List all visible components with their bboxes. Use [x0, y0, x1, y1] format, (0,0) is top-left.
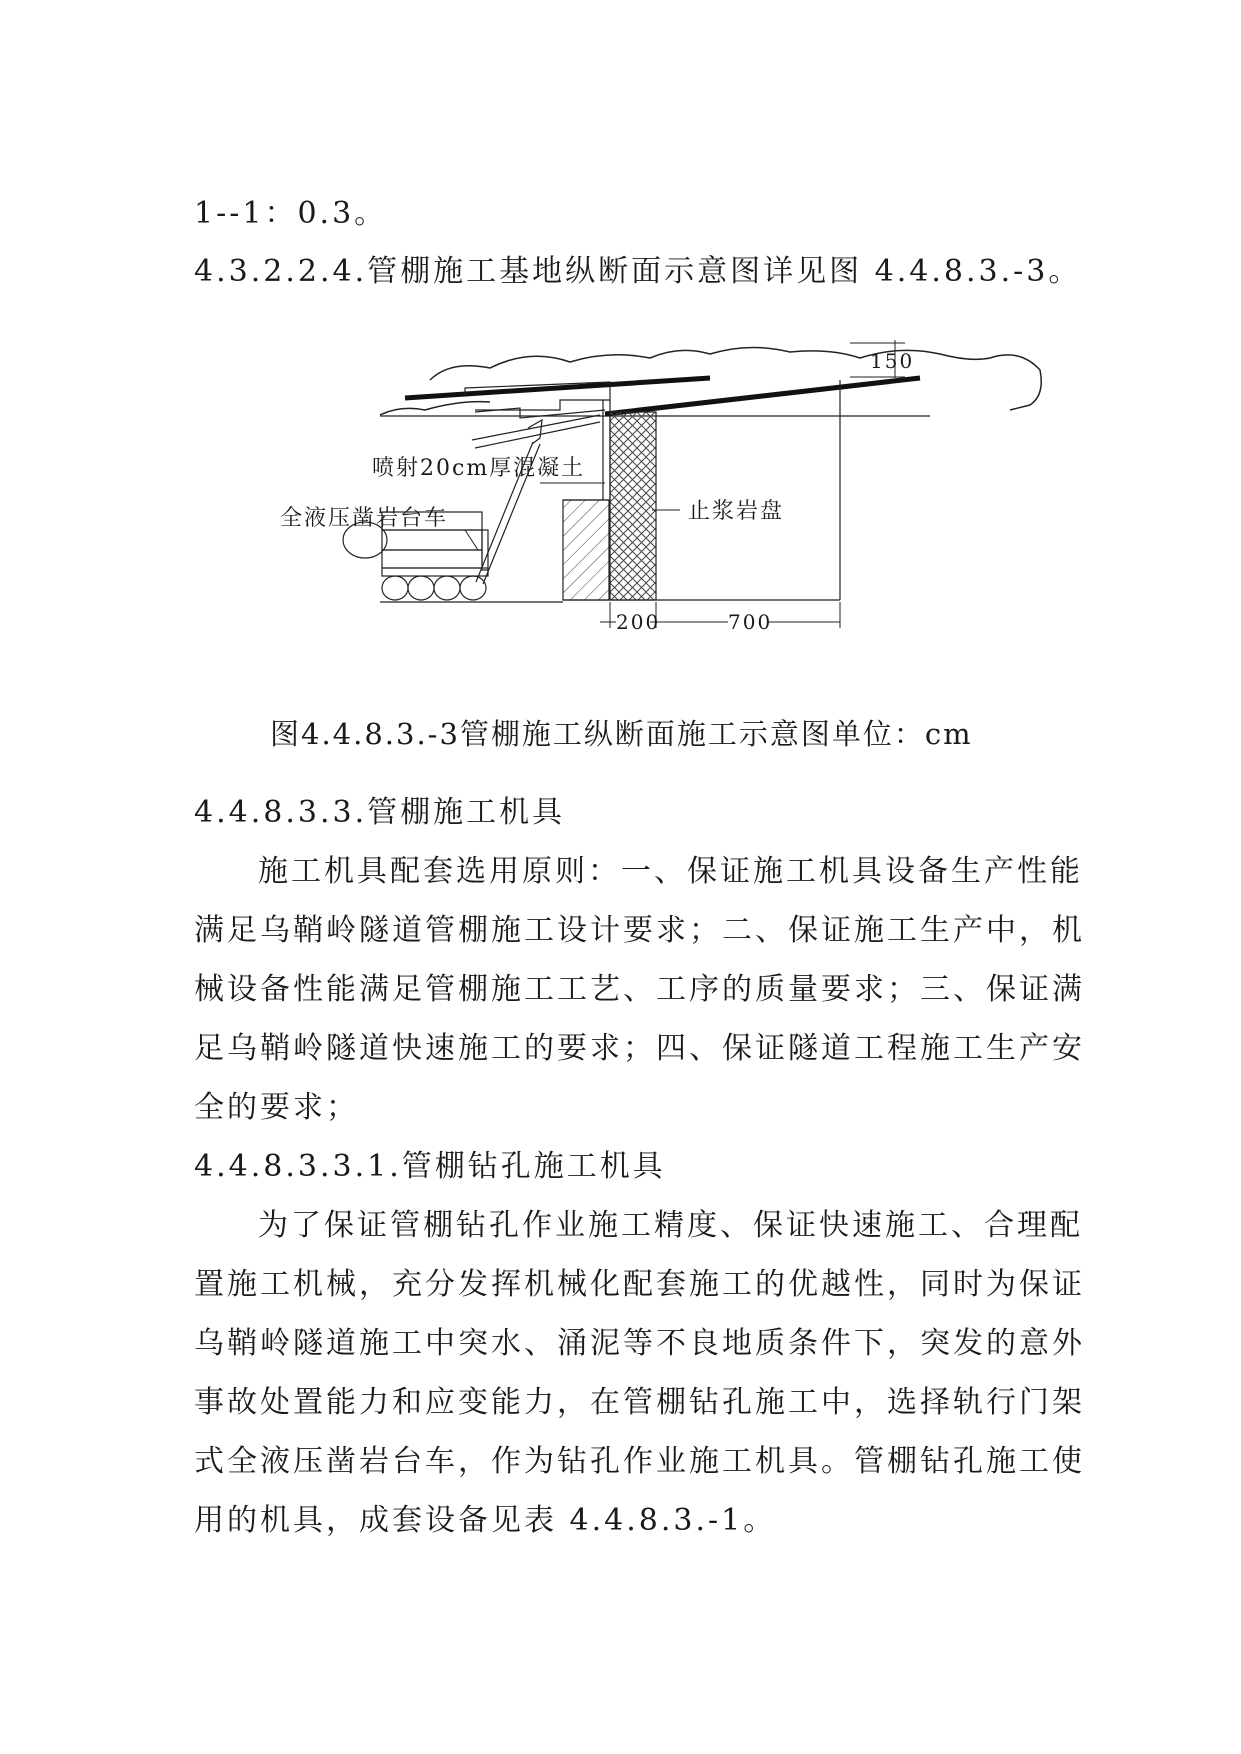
paragraph-line: 式全液压凿岩台车，作为钻孔作业施工机具。管棚钻孔施工使: [194, 1444, 1085, 1479]
paragraph-line: 全的要求；: [194, 1090, 359, 1125]
dim-width-a-label: 200: [616, 610, 661, 634]
paragraph-line: 施工机具配套选用原则：一、保证施工机具设备生产性能: [258, 854, 1083, 889]
shotcrete-wall: [563, 500, 609, 600]
text-line-figure-reference: 4.3.2.2.4.管棚施工基地纵断面示意图详见图 4.4.8.3.-3。: [194, 254, 1082, 289]
paragraph-line: 乌鞘岭隧道施工中突水、涌泥等不良地质条件下，突发的意外: [194, 1326, 1085, 1361]
paragraph-line: 足乌鞘岭隧道快速施工的要求；四、保证隧道工程施工生产安: [194, 1031, 1085, 1066]
paragraph-line: 置施工机械，充分发挥机械化配套施工的优越性，同时为保证: [194, 1267, 1085, 1302]
label-grout-stop: 止浆岩盘: [688, 499, 785, 524]
subsection-heading: 4.4.8.3.3.1.管棚钻孔施工机具: [194, 1149, 666, 1184]
paragraph-line: 为了保证管棚钻孔作业施工精度、保证快速施工、合理配: [258, 1208, 1083, 1243]
label-drill-rig: 全液压凿岩台车: [280, 506, 449, 531]
paragraph-line: 用的机具，成套设备见表 4.4.8.3.-1。: [194, 1503, 777, 1538]
dim-height-label: 150: [870, 349, 915, 373]
paragraph-line: 满足乌鞘岭隧道管棚施工设计要求；二、保证施工生产中，机: [194, 913, 1085, 948]
grout-stop-rock-plate: [610, 412, 656, 600]
pipe-roof-left: [405, 378, 710, 398]
paragraph-line: 事故处置能力和应变能力，在管棚钻孔施工中，选择轨行门架: [194, 1385, 1085, 1420]
section-heading: 4.4.8.3.3.管棚施工机具: [194, 795, 566, 830]
pipe-roof-section-diagram: [250, 340, 1050, 680]
dim-width-b-label: 700: [728, 610, 773, 634]
figure-caption: 图4.4.8.3.-3管棚施工纵断面施工示意图单位：cm: [270, 717, 973, 751]
label-shotcrete: 喷射20cm厚混凝土: [372, 456, 586, 481]
text-line-ratio: 1--1：0.3。: [194, 196, 388, 231]
paragraph-line: 械设备性能满足管棚施工工艺、工序的质量要求；三、保证满: [194, 972, 1085, 1007]
